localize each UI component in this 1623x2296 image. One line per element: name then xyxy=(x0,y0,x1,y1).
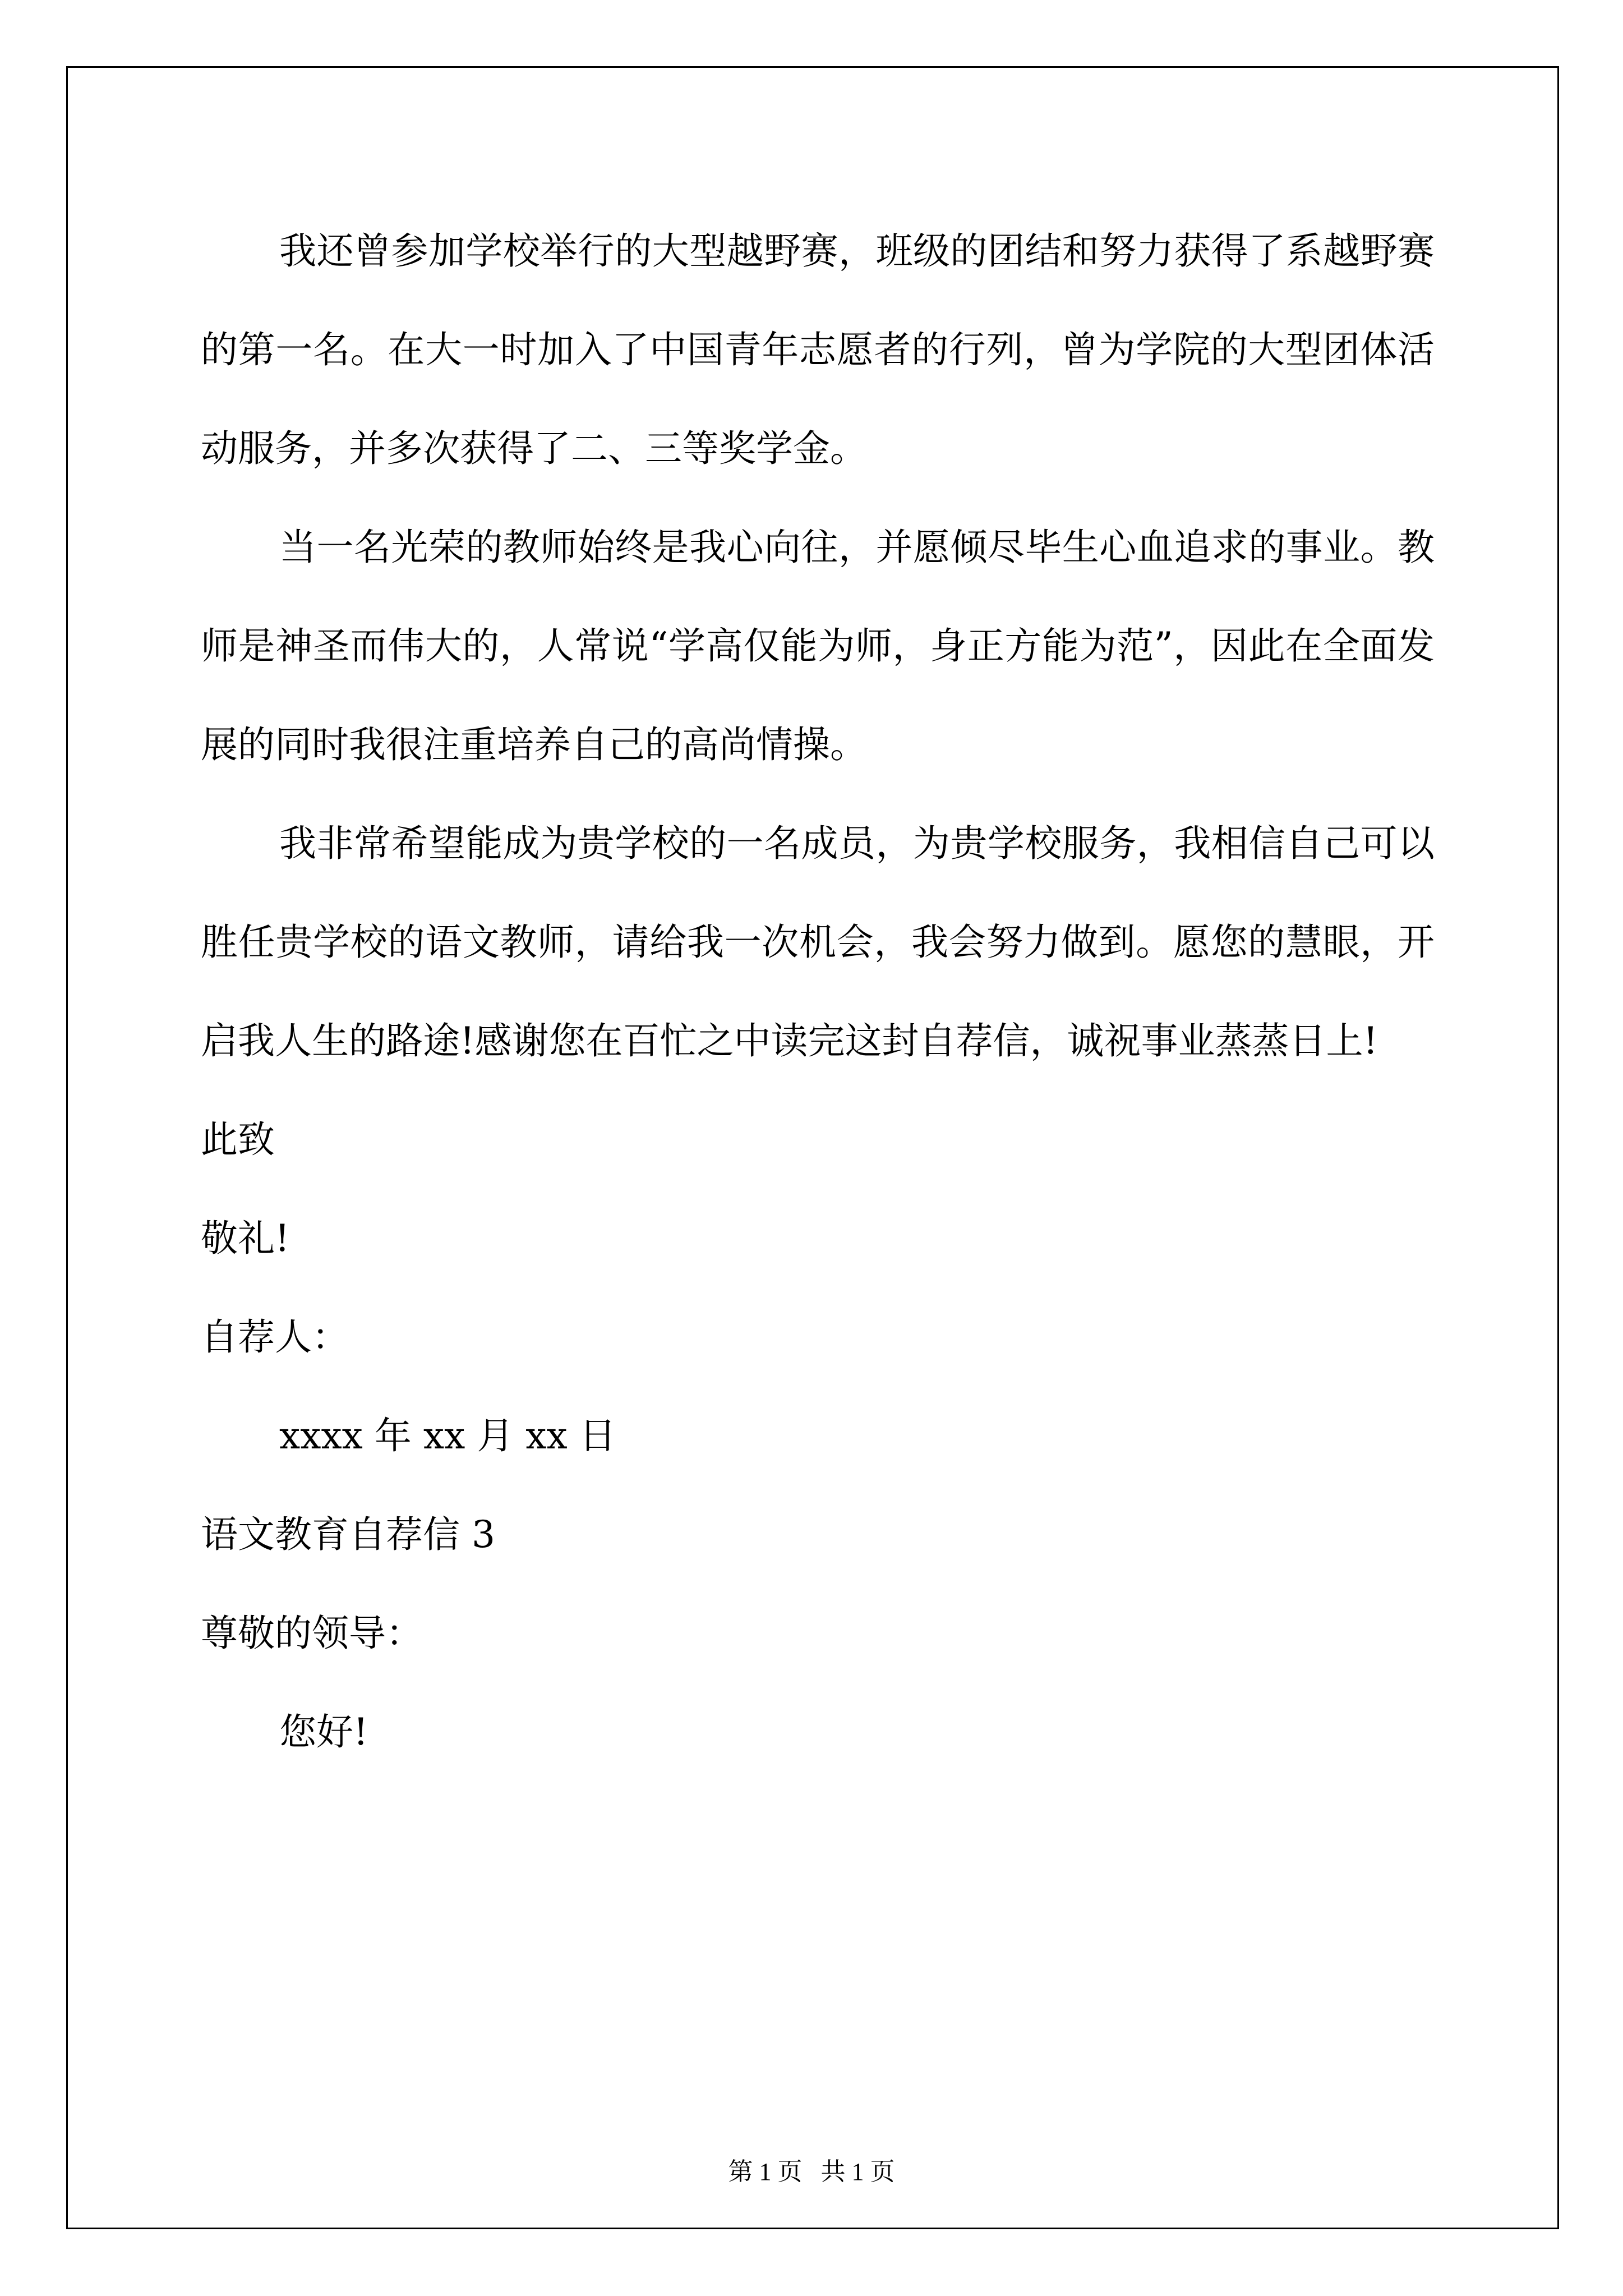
greeting-line: 您好! xyxy=(279,1710,368,1754)
next-letter-title: 语文教育自荐信 3 xyxy=(201,1513,495,1556)
recipient-line: 尊敬的领导： xyxy=(201,1612,423,1655)
document-body xyxy=(201,202,1435,1782)
paragraph-2: 当一名光荣的教师始终是我心向往，并愿倾尽毕生心血追求的事业。教师是神圣而伟大的，人常说“学高仅能为师，身正方能为范”，因此在全面发展的同时我很注重培养自己的高尚情操。 xyxy=(201,526,1435,766)
paragraph-1: 我还曾参加学校举行的大型越野赛，班级的团结和努力获得了系越野赛的第一名。在大一时加入了中国青年志愿者的行列，曾为学院的大型团体活动服务，并多次获得了二、三等奖学金。 xyxy=(201,229,1435,470)
closing-line: 此致 xyxy=(201,1118,275,1161)
date-line: xxxx 年 xx 月 xx 日 xyxy=(279,1414,616,1457)
paragraph-3: 我非常希望能成为贵学校的一名成员，为贵学校服务，我相信自己可以胜任贵学校的语文教师，请给我一次机会，我会努力做到。愿您的慧眼，开启我人生的路途!感谢您在百忙之中读完这封自荐信，诚祝事业蒸蒸日上! xyxy=(201,822,1435,1062)
signer-label: 自荐人： xyxy=(201,1315,349,1359)
salute-line: 敬礼! xyxy=(201,1217,290,1260)
page-footer: 第 1 页 共 1 页 xyxy=(728,2158,895,2185)
